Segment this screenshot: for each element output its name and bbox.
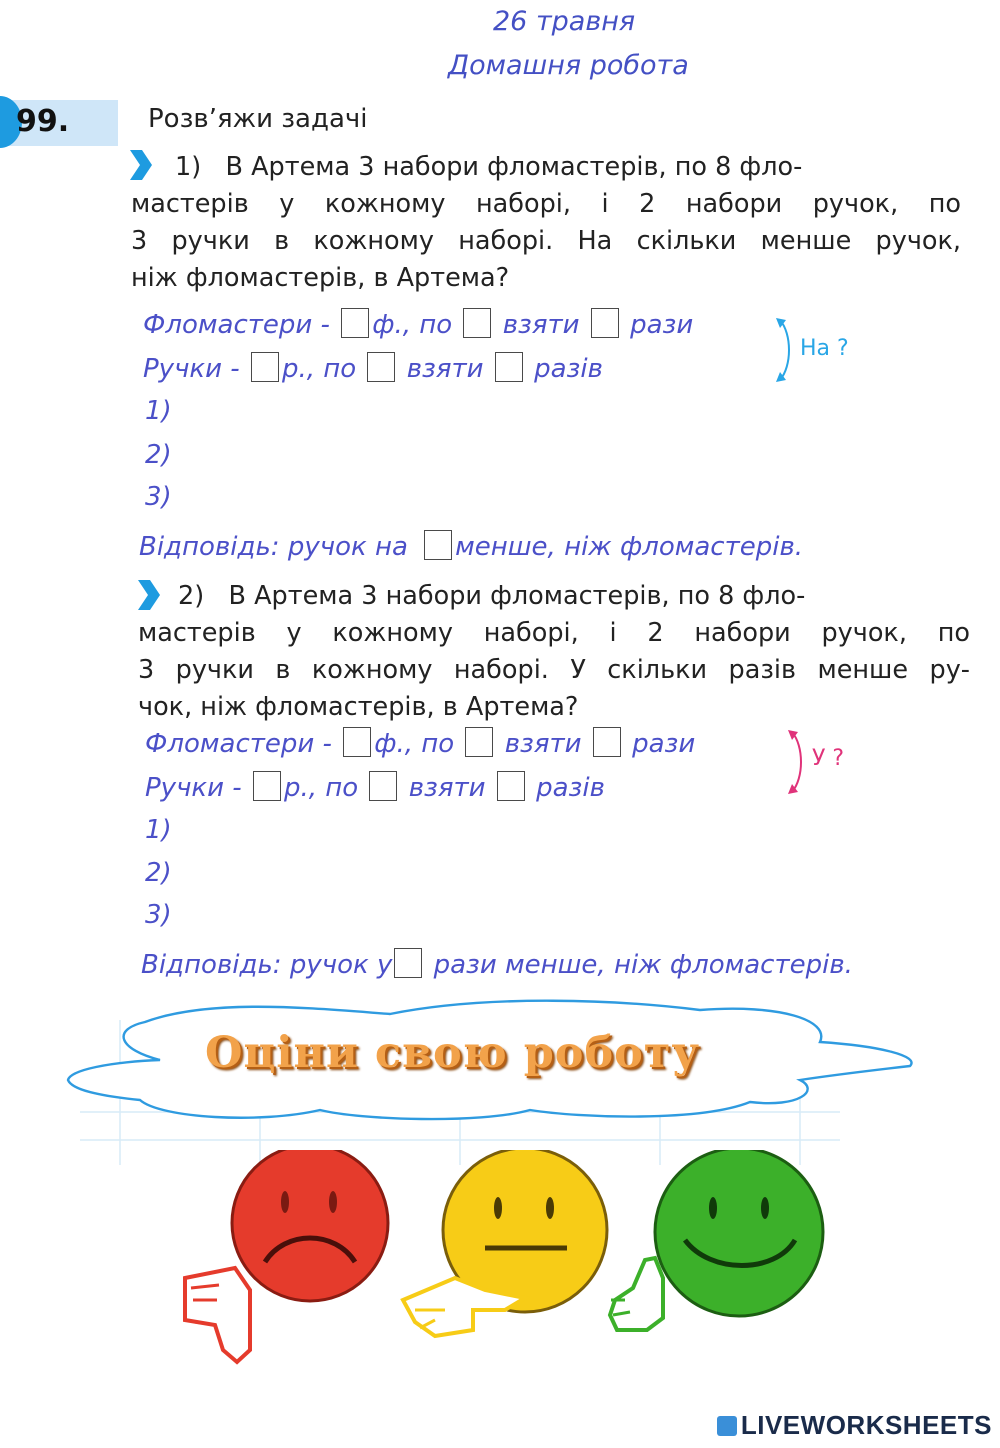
exercise-number: 99. <box>16 104 70 139</box>
row-label: Фломастери - <box>145 729 332 759</box>
answer-box[interactable] <box>367 352 395 382</box>
task2-brace-icon <box>786 728 810 796</box>
neutral-face-icon[interactable] <box>403 1150 607 1336</box>
sad-face-icon[interactable] <box>185 1150 388 1362</box>
task1-brace-icon <box>774 316 798 384</box>
row-label: Ручки - <box>145 773 242 803</box>
task2-text <box>138 578 970 726</box>
answer-box[interactable] <box>253 771 281 801</box>
task1-step-2: 2) <box>145 440 172 470</box>
task1-row-markers <box>143 308 693 340</box>
answer-box[interactable] <box>369 771 397 801</box>
task2-step-3: 3) <box>145 900 172 930</box>
happy-face-icon[interactable] <box>610 1150 823 1330</box>
answer-box[interactable] <box>343 727 371 757</box>
date-heading: 26 травня <box>493 6 636 37</box>
homework-heading: Домашня робота <box>448 50 689 81</box>
lw-logo-icon <box>717 1416 737 1436</box>
answer-box[interactable] <box>463 308 491 338</box>
task2-line: 3 ручки в кожному наборі. У скільки разів менше ру- <box>138 655 970 685</box>
task1-line: ніж фломастерів, в Артема? <box>131 263 510 293</box>
task1-line: В Артема 3 набори фломастерів, по 8 фло- <box>225 152 803 182</box>
task2-brace-label: У ? <box>812 746 845 771</box>
row-label: Ручки - <box>143 354 240 384</box>
row-label: рази <box>632 729 696 759</box>
liveworksheets-logo[interactable] <box>717 1410 992 1441</box>
task1-label: 1) <box>175 152 202 182</box>
task2-answer <box>141 948 853 980</box>
row-label: взяти <box>504 729 582 759</box>
answer-box[interactable] <box>497 771 525 801</box>
answer-box[interactable] <box>251 352 279 382</box>
answer-box[interactable] <box>341 308 369 338</box>
task2-step-1: 1) <box>145 815 172 845</box>
answer-suffix: менше, ніж фломастерів. <box>455 532 804 562</box>
row-label: разів <box>536 773 605 803</box>
task2-row-markers <box>145 727 695 759</box>
answer-prefix: Відповідь: ручок на <box>139 532 408 562</box>
row-label: рази <box>630 310 694 340</box>
row-label: взяти <box>406 354 484 384</box>
task2-label: 2) <box>178 581 205 611</box>
task1-step-3: 3) <box>145 482 172 512</box>
rating-cloud <box>60 990 930 1170</box>
answer-box[interactable] <box>591 308 619 338</box>
row-label: взяти <box>502 310 580 340</box>
answer-box[interactable] <box>424 530 452 560</box>
task2-line: мастерів у кожному наборі, і 2 набори ручок, по <box>138 618 970 648</box>
row-label: р., по <box>281 354 357 384</box>
task2-line: чок, ніж фломастерів, в Артема? <box>138 692 579 722</box>
task1-row-pens <box>143 352 603 384</box>
answer-suffix: рази менше, ніж фломастерів. <box>433 950 853 980</box>
task2-step-2: 2) <box>145 858 172 888</box>
row-label: разів <box>534 354 603 384</box>
rating-smileys <box>155 1150 855 1375</box>
exercise-title: Розв’яжи задачі <box>148 104 368 134</box>
task1-line: 3 ручки в кожному наборі. На скільки менше ручок, <box>131 226 961 256</box>
task1-step-1: 1) <box>145 396 172 426</box>
row-label: р., по <box>283 773 359 803</box>
task1-text <box>131 149 961 297</box>
answer-box[interactable] <box>593 727 621 757</box>
task1-brace-label: На ? <box>800 336 849 361</box>
task1-answer <box>139 530 803 562</box>
row-label: ф., по <box>372 310 453 340</box>
lw-brand-text: LIVEWORKSHEETS <box>740 1410 992 1440</box>
row-label: ф., по <box>374 729 455 759</box>
row-label: Фломастери - <box>143 310 330 340</box>
rating-title: Оціни свою роботу <box>205 1028 700 1078</box>
answer-box[interactable] <box>394 948 422 978</box>
task2-row-pens <box>145 771 605 803</box>
answer-box[interactable] <box>495 352 523 382</box>
answer-prefix: Відповідь: ручок у <box>141 950 393 980</box>
task1-line: мастерів у кожному наборі, і 2 набори ручок, по <box>131 189 961 219</box>
task2-line: В Артема 3 набори фломастерів, по 8 фло- <box>228 581 806 611</box>
row-label: взяти <box>408 773 486 803</box>
answer-box[interactable] <box>465 727 493 757</box>
